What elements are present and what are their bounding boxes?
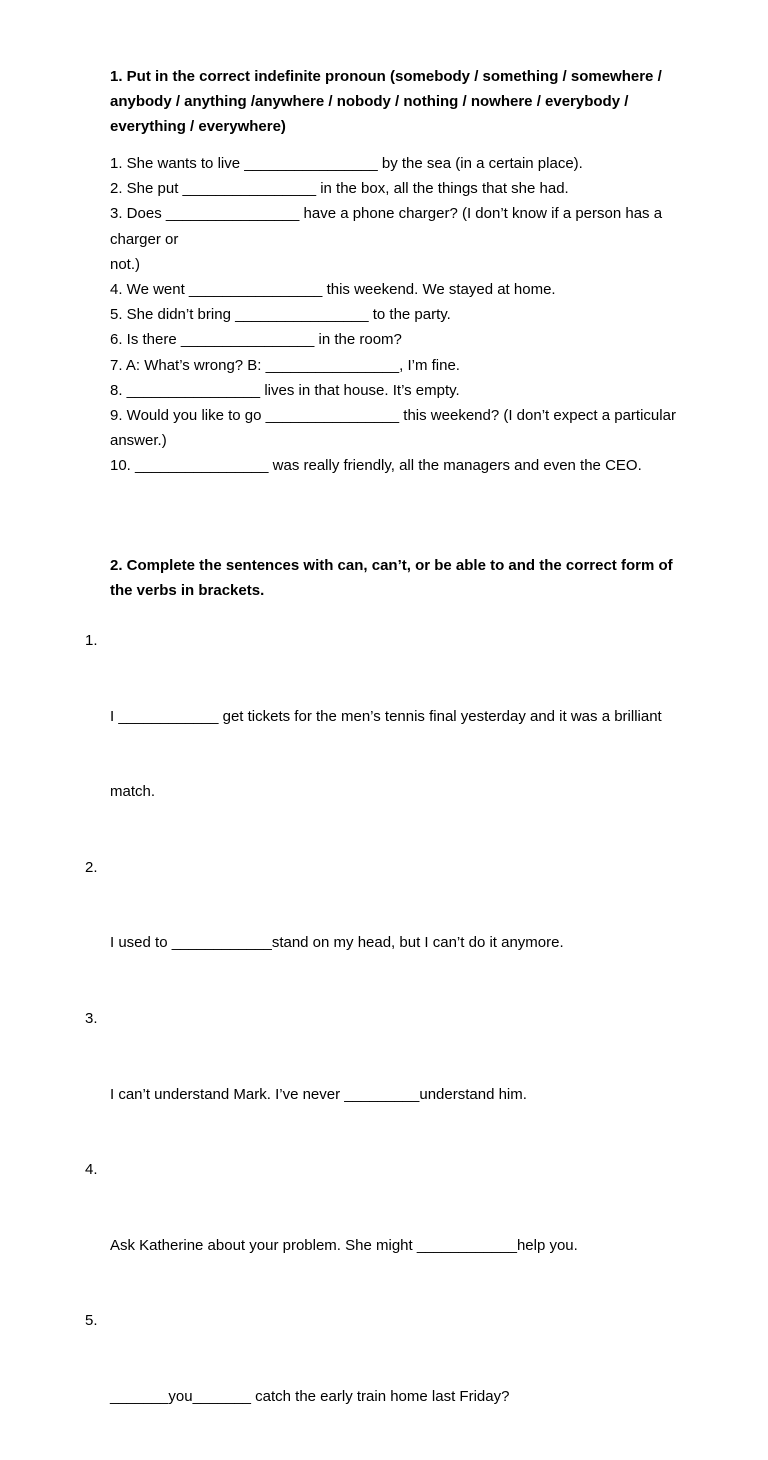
list-item — [85, 1006, 700, 1157]
item-number: 5. — [85, 1312, 98, 1330]
exercise-2-heading — [110, 553, 700, 603]
heading-line: everything / everywhere) — [110, 118, 286, 135]
sentence-line: charger or — [110, 230, 179, 248]
list-item — [85, 1308, 700, 1459]
exercise-1-heading — [110, 64, 700, 139]
sentence-line: 3. Does ________________ have a phone charger? (I don’t know if a person has a — [110, 205, 663, 223]
item-number: 1. — [85, 632, 98, 649]
item-line: I ____________ get tickets for the men’s tennis final yesterday and it was a brilliant — [110, 707, 662, 725]
sentence-line: answer.) — [110, 432, 167, 450]
item-line: Ask Katherine about your problem. She might ____________help you. — [110, 1236, 578, 1254]
exercise-1-sentences — [110, 151, 700, 479]
list-item — [85, 855, 700, 1006]
sentence-line: 7. A: What’s wrong? B: ________________, I’m fine. — [110, 356, 460, 374]
sentence-line: 6. Is there ________________ in the room? — [110, 331, 402, 349]
item-number: 4. — [85, 1161, 98, 1179]
sentence-line: not.) — [110, 255, 141, 273]
heading-line: 1. Put in the correct indefinite pronoun (somebody / something / somewhere / — [110, 68, 662, 85]
item-line: _______you_______ catch the early train home last Friday? — [110, 1388, 510, 1406]
sentence-line: 9. Would you like to go ________________ this weekend? (I don’t expect a particular — [110, 407, 676, 425]
item-number: 3. — [85, 1010, 98, 1028]
sentence-line: 8. ________________ lives in that house. It’s empty. — [110, 381, 460, 399]
sentence-line: 10. ________________ was really friendly, all the managers and even the CEO. — [110, 457, 642, 475]
exercise-2-list — [85, 628, 700, 1460]
list-item — [85, 1157, 700, 1308]
list-item — [85, 628, 700, 855]
item-line: I can’t understand Mark. I’ve never _________understand him. — [110, 1085, 527, 1103]
item-line: match. — [110, 783, 156, 801]
sentence-line: 4. We went ________________ this weekend. We stayed at home. — [110, 281, 556, 299]
heading-line: anybody / anything /anywhere / nobody / nothing / nowhere / everybody / — [110, 93, 629, 110]
exercise-2 — [85, 553, 700, 1460]
exercise-1 — [110, 64, 700, 479]
heading-line: 2. Complete the sentences with can, can’t, or be able to and the correct form of — [110, 557, 673, 574]
heading-line: the verbs in brackets. — [110, 582, 265, 599]
sentence-line: 2. She put ________________ in the box, all the things that she had. — [110, 180, 569, 198]
item-line: I used to ____________stand on my head, but I can’t do it anymore. — [110, 934, 564, 952]
sentence-line: 5. She didn’t bring ________________ to the party. — [110, 306, 451, 324]
item-number: 2. — [85, 858, 98, 876]
sentence-line: 1. She wants to live ________________ by the sea (in a certain place). — [110, 155, 583, 172]
